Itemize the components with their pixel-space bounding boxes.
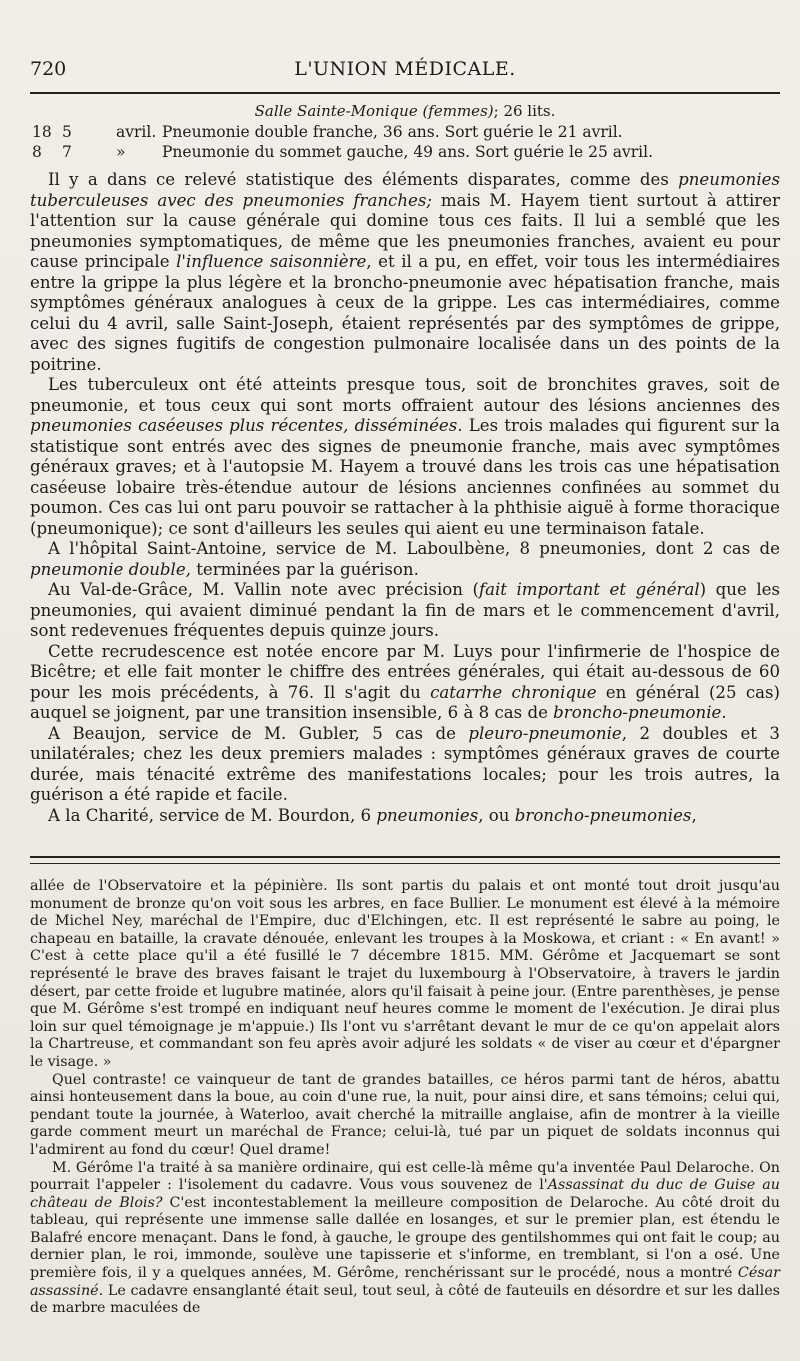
text-run: Les tuberculeux ont été atteints presque tous, soit de bronchites graves, soit de pneumonie, et tous ceux qui sont morts offraient autour des lésions anciennes des xyxy=(30,375,780,415)
feuilleton-paragraph-contrast: Quel contraste! ce vainqueur de tant de grandes batailles, ce héros parmi tant de héros, abattu ainsi honteusement dans la boue, au coin d'une rue, la nuit, pour ainsi dire, et sans témoins; celui qui, pendant toute la journée, à Waterloo, avait cherché la mitraille anglaise, afin de montrer à la vieille garde comment meurt un maréchal de France; celui-là, tué par un piquet de soldats inconnus qui l'admirent au fond du cœur! Quel drame! xyxy=(30,1071,780,1158)
feuilleton-text xyxy=(30,878,780,1318)
header-rule xyxy=(30,92,780,94)
text-run: en général (25 cas) auquel se joignent, par une transition insensible, 6 à 8 cas de xyxy=(30,682,781,722)
text-run: , ou xyxy=(478,805,515,825)
main-text xyxy=(30,100,780,826)
text-run: Cette recrudescence est notée encore par M. Luys pour l'infirmerie de l'hospice de Bicêtre; et elle fait monter le chiffre des entrées générales, qui était au-dessous de 60 pour les mois précédents, à 76. Il s'agit du xyxy=(30,641,780,702)
running-title: L'UNION MÉDICALE. xyxy=(294,58,516,80)
ward-title xyxy=(30,100,780,122)
italic-run: pneumonies caséeuses plus récentes, disséminées. xyxy=(30,416,463,435)
paragraph-saint-antoine xyxy=(30,539,780,580)
italic-run: Assassinat du duc de Guise au château de Blois? xyxy=(30,1177,780,1211)
case-description: Pneumonie du sommet gauche, 49 ans. Sort guérie le 25 avril. xyxy=(162,143,654,161)
italic-run: pneumonie double, xyxy=(30,559,191,579)
ward-title-rest: ; 26 lits. xyxy=(493,102,556,120)
feuilleton-paragraph-delaroche xyxy=(30,1160,780,1318)
italic-run: broncho-pneumonie. xyxy=(553,703,727,722)
text-run: C'est incontestablement la meilleure composition de Delaroche. Au côté droit du tableau, qui représente une immense salle dallée en losanges, et sur le premier plan, est étendu le Balafré encore menaçant. Dans le fond, à gauche, le groupe des gentilshommes qui ont fait le coup; au dernier plan, le roi, immonde, soulève une tapisserie et s'informe, en tremblant, si l'on a osé. Une première fois, il y a quelques années, M. Gérôme, renchérissant sur le procédé, nous a montré xyxy=(30,1194,780,1282)
text-run: mais M. Hayem tient surtout à attirer l'attention sur la cause générale qui domine tous ces faits. Il lui a semblé que les pneumonies symptomatiques, de même que les pneumonies franches, avaient eu pour cause principale xyxy=(30,190,780,271)
italic-run: fait important et général xyxy=(478,580,700,599)
italic-run: pneumonies xyxy=(376,805,479,825)
text-run: , 2 doubles et 3 unilatérales; chez les deux premiers malades : symptômes généraux graves de courte durée, mais ténacité extrême des manifestations locales; pour les trois autres, la guérison a été rapide et facile. xyxy=(30,723,780,804)
case-number: 8 xyxy=(32,143,42,161)
case-date: 5 xyxy=(62,123,72,141)
case-month: » xyxy=(116,143,126,161)
italic-run: catarrhe chronique xyxy=(430,682,597,702)
text-run: A la Charité, service de M. Bourdon, 6 xyxy=(48,805,377,825)
paragraph-val-de-grace xyxy=(30,580,780,642)
text-run: , et il a pu, en effet, voir tous les intermédiaires entre la grippe la plus légère et la broncho-pneumonie avec hépatisation franche, mais symptômes généraux analogues à ceux de la grippe. Les cas intermédiaires, comme celui du 4 avril, salle Saint-Joseph, étaient représentés par des symptômes de grippe, avec des signes fugitifs de congestion pulmonaire localisée dans un des points de la poitrine. xyxy=(30,252,780,374)
case-number: 18 xyxy=(32,123,52,141)
paragraph-bicetre xyxy=(30,642,780,724)
case-row xyxy=(30,142,780,162)
italic-run: pneumonies tuberculeuses avec des pneumonies franches; xyxy=(30,170,780,210)
case-month: avril. xyxy=(116,123,157,141)
italic-run: César assassiné. xyxy=(30,1265,780,1299)
case-date: 7 xyxy=(62,143,72,161)
text-run: Il y a dans ce relevé statistique des éléments disparates, comme des xyxy=(48,170,679,189)
footnote-separator xyxy=(30,856,780,864)
italic-run: broncho-pneumonies xyxy=(514,805,692,825)
ward-title-italic: Salle Sainte-Monique (femmes) xyxy=(254,102,494,120)
text-run: Le cadavre ensanglanté était seul, tout seul, à côté de fauteuils en désordre et sur les dalles de marbre maculées de xyxy=(30,1282,780,1317)
case-row xyxy=(30,122,780,142)
paragraph-tuberculeux xyxy=(30,375,780,539)
page-header xyxy=(30,58,780,88)
text-run: terminées par la guérison. xyxy=(190,559,419,579)
text-run: Les trois malades qui figurent sur la statistique sont entrés avec des signes de pneumonie franche, mais avec symptômes généraux graves; et à l'autopsie M. Hayem a trouvé dans les trois cas une hépatisation caséeuse lobaire très-étendue autour de lésions anciennes confinées au sommet du poumon. Ces cas lui ont paru pouvoir se rattacher à la phthisie aiguë à forme thoracique (pneumonique); ce sont d'ailleurs les seules qui aient eu une terminaison fatale. xyxy=(30,416,780,538)
italic-run: pleuro-pneumonie xyxy=(468,723,622,743)
text-run: ) que les pneumonies, qui avaient diminué pendant la fin de mars et le commencement d'avril, sont redevenues fréquentes depuis quinze jours. xyxy=(30,580,780,640)
paragraph-hayem-seasonal xyxy=(30,170,780,375)
case-description: Pneumonie double franche, 36 ans. Sort guérie le 21 avril. xyxy=(162,123,623,141)
feuilleton-paragraph-ney: allée de l'Observatoire et la pépinière. Ils sont partis du palais et ont monté tout droit jusqu'au monument de bronze qu'on voit sous les arbres, en face Bullier. Le monument est élevé à la mémoire de Michel Ney, maréchal de l'Empire, duc d'Elchingen, etc. Il est représenté le sabre au poing, le chapeau en bataille, la cravate dénouée, enlevant les troupes à la Moskowa, et criant : « En avant! » C'est à cette place qu'il a été fusillé le 7 décembre 1815. MM. Gérôme et Jacquemart se sont représenté le brave des braves faisant le trajet du luxembourg à l'Observatoire, à travers le jardin désert, par cette froide et lugubre matinée, alors qu'il faisait à peine jour. (Entre parenthèses, je pense que M. Gérôme s'est trompé en indiquant neuf heures comme le moment de l'exécution. Je dirai plus loin sur quel témoignage je m'appuie.) Ils l'ont vu s'arrêtant devant le mur de ce qu'on appelait alors la Chartreuse, et commandant son feu après avoir adjuré les soldats « de viser au cœur et d'épargner le visage. » xyxy=(30,878,780,1070)
text-run: , xyxy=(691,805,697,825)
italic-run: l'influence saisonnière xyxy=(176,252,367,271)
text-run: Au Val-de-Grâce, M. Vallin note avec précision ( xyxy=(48,580,479,599)
text-run: M. Gérôme l'a traité à sa manière ordinaire, qui est celle-là même qu'a inventée Paul Delaroche. On pourrait l'appeler : l'isolement du cadavre. Vous vous souvenez de l' xyxy=(30,1159,780,1194)
paragraph-charite xyxy=(30,806,780,827)
text-run: A Beaujon, service de M. Gubler, 5 cas de xyxy=(48,723,469,743)
paragraph-beaujon xyxy=(30,724,780,806)
page-number: 720 xyxy=(30,58,67,80)
text-run: A l'hôpital Saint-Antoine, service de M. Laboulbène, 8 pneumonies, dont 2 cas de xyxy=(48,539,780,558)
body-text xyxy=(30,170,780,826)
